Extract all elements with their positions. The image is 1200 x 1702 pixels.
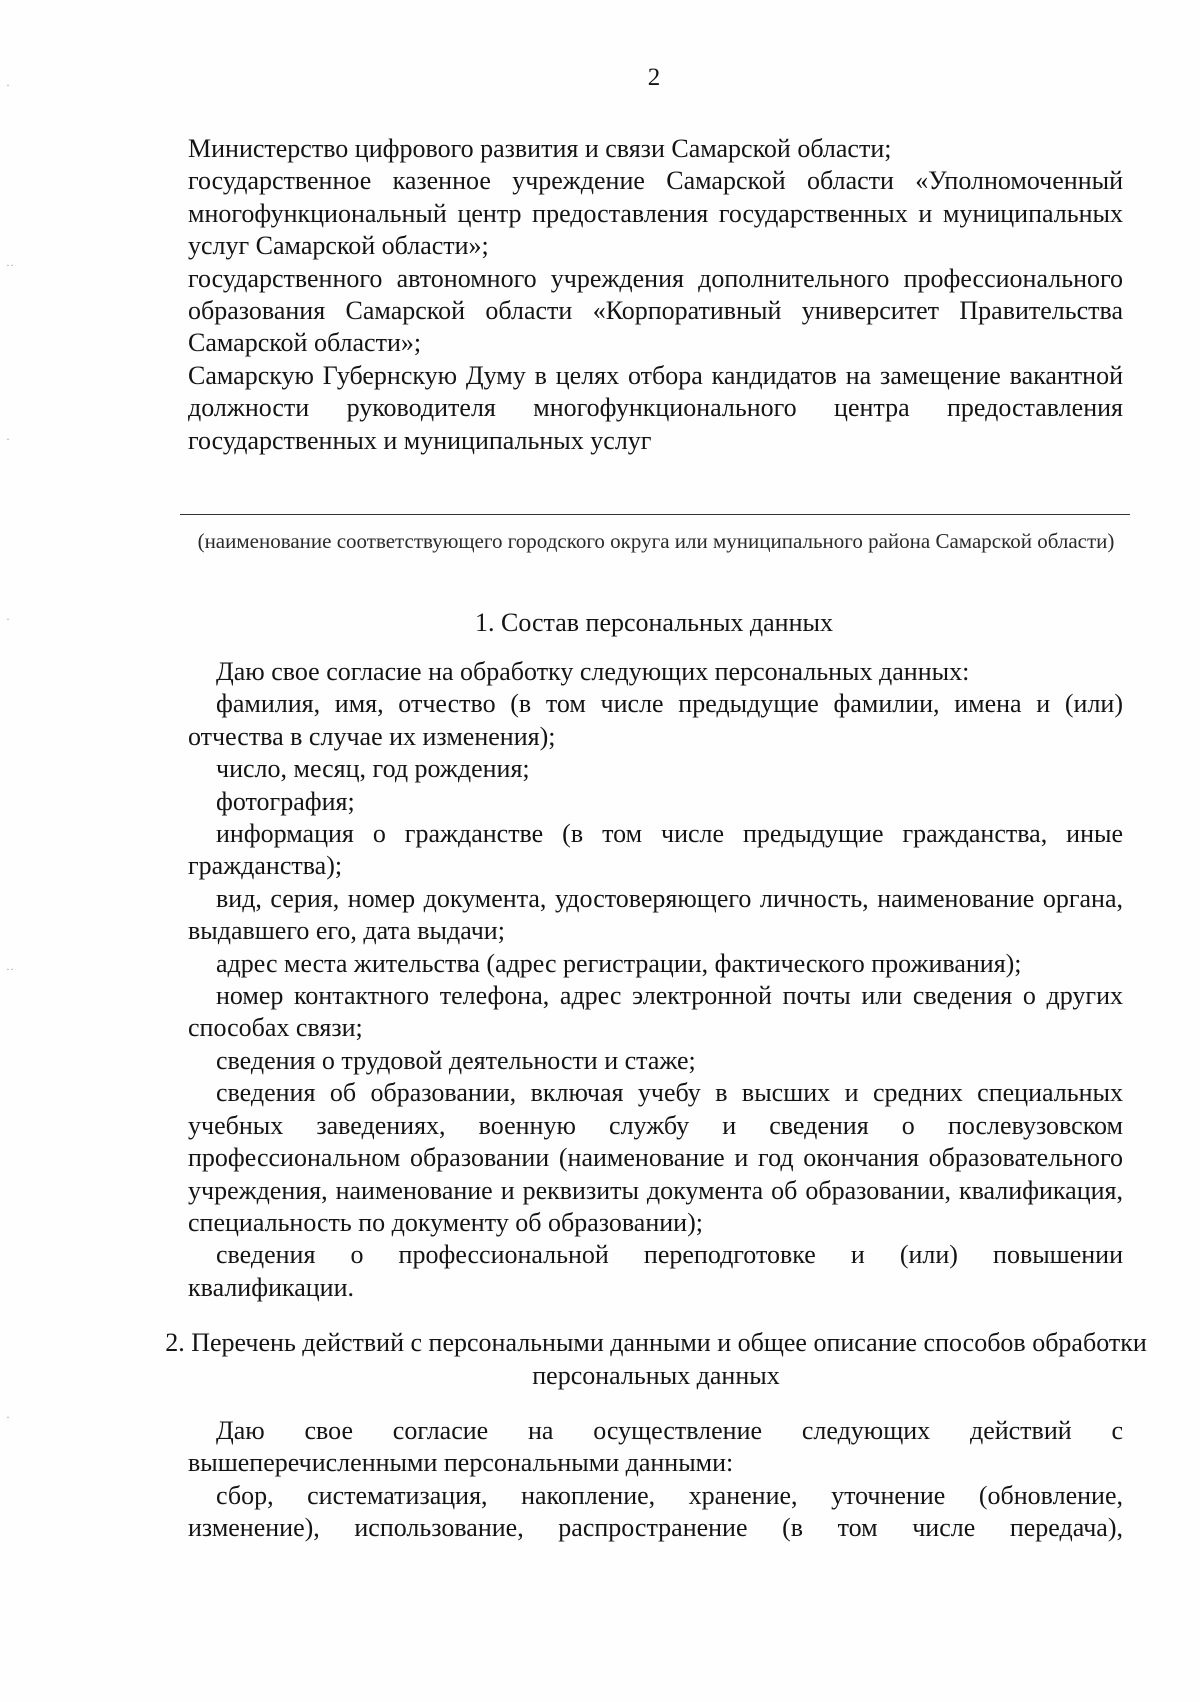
scan-artifact: · [6, 432, 10, 446]
scan-artifact: ·· [6, 962, 14, 976]
list-item: фотография; [216, 786, 355, 816]
list-item: информация о гражданстве (в том числе предыдущие гражданства, иные гражданства); [188, 819, 1123, 881]
fill-in-caption: (наименование соответствующего городского округа или муниципального района Самарской области) [197, 529, 1115, 553]
section-1-body [188, 656, 1123, 1304]
scan-artifact: · [6, 78, 10, 92]
list-item: сбор, систематизация, накопление, хранение, уточнение (обновление, изменение), использование, распространение (в том числе передача), [188, 1480, 1123, 1543]
list-item: Даю свое согласие на обработку следующих персональных данных: [216, 657, 970, 686]
recipients-block [188, 133, 1123, 457]
section-1-title: 1. Состав персональных данных [475, 608, 833, 637]
scan-artifact: ·· [6, 258, 14, 272]
list-item: номер контактного телефона, адрес электронной почты или сведения о других способах связи; [188, 981, 1123, 1043]
recipient-item: государственного автономного учреждения дополнительного профессионального образования Самарской области «Корпоративный университет Правительства Самарской области»; [188, 263, 1123, 358]
section-2-body [188, 1415, 1123, 1545]
list-item: адрес места жительства (адрес регистрации, фактического проживания); [216, 948, 1022, 978]
page-number: 2 [647, 64, 661, 91]
scan-artifact: · [6, 612, 10, 626]
list-item: число, месяц, год рождения; [216, 754, 530, 784]
list-item: сведения о профессиональной переподготовке и (или) повышении квалификации. [188, 1240, 1123, 1302]
list-item: сведения о трудовой деятельности и стаже; [216, 1045, 696, 1075]
list-item: фамилия, имя, отчество (в том числе предыдущие фамилии, имена и (или) отчества в случае их изменения); [188, 689, 1123, 751]
list-item: вид, серия, номер документа, удостоверяющего личность, наименование органа, выдавшего его, дата выдачи; [188, 883, 1123, 946]
recipient-item: государственное казенное учреждение Самарской области «Уполномоченный многофункциональный центр предоставления государственных и муниципальных услуг Самарской области»; [188, 166, 1123, 261]
fill-in-line [180, 514, 1130, 515]
list-item: сведения об образовании, включая учебу в высших и средних специальных учебных заведениях, военную службу и сведения о послевузовском профессиональном образовании (наименование и год окончания образовательного учреждения, наименование и реквизиты документа об образовании, квалификация, специальность по документу об образовании); [188, 1078, 1123, 1237]
recipient-item: Самарскую Губернскую Думу в целях отбора кандидатов на замещение вакантной должности руководителя многофункционального центра предоставления государственных и муниципальных услуг [188, 360, 1123, 455]
scan-artifact: · [6, 1410, 10, 1424]
list-item: Даю свое согласие на осуществление следующих действий с вышеперечисленными персональными данными: [188, 1416, 1123, 1478]
section-2-title: 2. Перечень действий с персональными данными и общее описание способов обработки персональных данных [165, 1328, 1147, 1390]
recipient-item: Министерство цифрового развития и связи Самарской области; [188, 134, 892, 163]
